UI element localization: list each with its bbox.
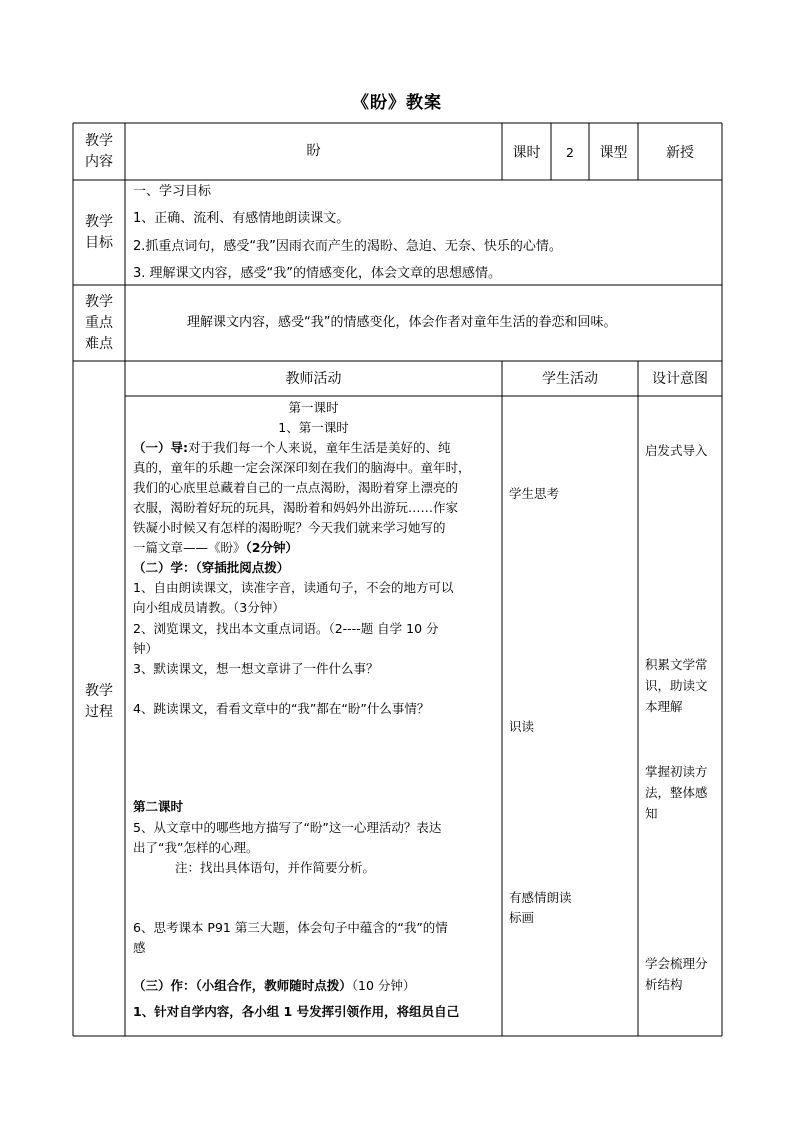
teacher-line: 4、跳读课文，看看文章中的“我”都在“盼”什么事情？ — [133, 701, 430, 716]
teacher-line: 感 — [133, 940, 146, 955]
design-intent-header: 设计意图 — [652, 371, 708, 387]
teacher-line: 我们的心底里总藏着自己的一点点渴盼，渴盼着穿上漂亮的 — [133, 480, 459, 495]
goals-line: 1、正确、流利、有感情地朗读课文。 — [133, 211, 350, 226]
student-note: 学生思考 — [509, 486, 560, 501]
teacher-line: 1、自由朗读课文，读准字音，读通句子，不会的地方可以 — [133, 580, 454, 595]
key-points-text: 理解课文内容，感受“我”的情感变化，体会作者对童年生活的眷恋和回味。 — [187, 315, 617, 330]
teacher-line: 1、第一课时 — [278, 420, 349, 435]
type-label: 课型 — [599, 145, 628, 161]
design-note: 启发式导入 — [645, 443, 708, 458]
teacher-line: 2、浏览课文，找出本文重点词语。（2----题 自学 10 分 — [133, 621, 439, 636]
teacher-line: 一篇文章——《盼》（2分钟） — [133, 540, 298, 555]
teacher-line: 第二课时 — [133, 799, 184, 814]
goals-line: 一、学习目标 — [133, 184, 212, 199]
type-value: 新授 — [666, 145, 694, 161]
teacher-line: （三）作：（小组合作，教师随时点拨）（10 分钟） — [133, 978, 416, 993]
teacher-line: 6、思考课本 P91 第三大题，体会句子中蕴含的“我”的情 — [133, 920, 448, 935]
goals-label: 教学 目标 — [85, 214, 113, 251]
content-value: 盼 — [306, 143, 321, 159]
content-label: 教学 内容 — [85, 133, 113, 170]
teacher-line: 向小组成员请教。（3分钟） — [133, 600, 285, 615]
teacher-line: 3、默读课文，想一想文章讲了一件什么事？ — [133, 661, 379, 676]
student-note: 识读 — [509, 719, 535, 734]
teacher-line: 5、从文章中的哪些地方描写了“盼”这一心理活动？表达 — [133, 820, 442, 835]
design-note: 本理解 — [645, 699, 683, 714]
period-value: 2 — [566, 145, 574, 160]
design-note: 法，整体感 — [645, 785, 708, 800]
goals-line: 3. 理解课文内容，感受“我”的情感变化，体会文章的思想感情。 — [133, 266, 502, 281]
teacher-line: 铁凝小时候又有怎样的渴盼呢？今天我们就来学习她写的 — [133, 520, 446, 535]
teacher-line: （二）学：（穿插批阅点拨） — [133, 560, 290, 575]
process-label: 教学 过程 — [85, 683, 113, 720]
document-title: 《盼》教案 — [352, 93, 442, 113]
teacher-line: 第一课时 — [288, 400, 339, 415]
design-note: 知 — [645, 806, 658, 821]
teacher-line: 注：找出具体语句，并作简要分析。 — [175, 860, 376, 875]
design-note: 识，助读文 — [645, 678, 708, 693]
design-note: 析结构 — [645, 977, 683, 992]
teacher-line: 衣服，渴盼着好玩的玩具，渴盼着和妈妈外出游玩……作家 — [133, 500, 459, 515]
goals-line: 2.抓重点词句，感受“我”因雨衣而产生的渴盼、急迫、无奈、快乐的心情。 — [133, 239, 562, 254]
period-label: 课时 — [512, 145, 541, 161]
design-note: 掌握初读方 — [645, 764, 708, 779]
teacher-activity-header: 教师活动 — [285, 371, 342, 387]
teacher-line: （一）导:对于我们每一个人来说，童年生活是美好的、纯 — [133, 440, 451, 455]
student-note: 有感情朗读 — [509, 890, 572, 905]
design-note: 积累文学常 — [645, 657, 708, 672]
teacher-line: 出了“我”怎样的心理。 — [133, 840, 259, 855]
teacher-line: 钟） — [133, 641, 159, 656]
teacher-line: 1、针对自学内容，各小组 1 号发挥引领作用，将组员自己 — [133, 1004, 460, 1019]
design-note: 学会梳理分 — [645, 956, 708, 971]
teacher-line: 真的，童年的乐趣一定会深深印刻在我们的脑海中。童年时， — [133, 460, 471, 475]
key-points-label: 教学 重点 难点 — [85, 294, 113, 352]
student-activity-header: 学生活动 — [542, 371, 598, 387]
student-note: 标画 — [509, 910, 535, 925]
